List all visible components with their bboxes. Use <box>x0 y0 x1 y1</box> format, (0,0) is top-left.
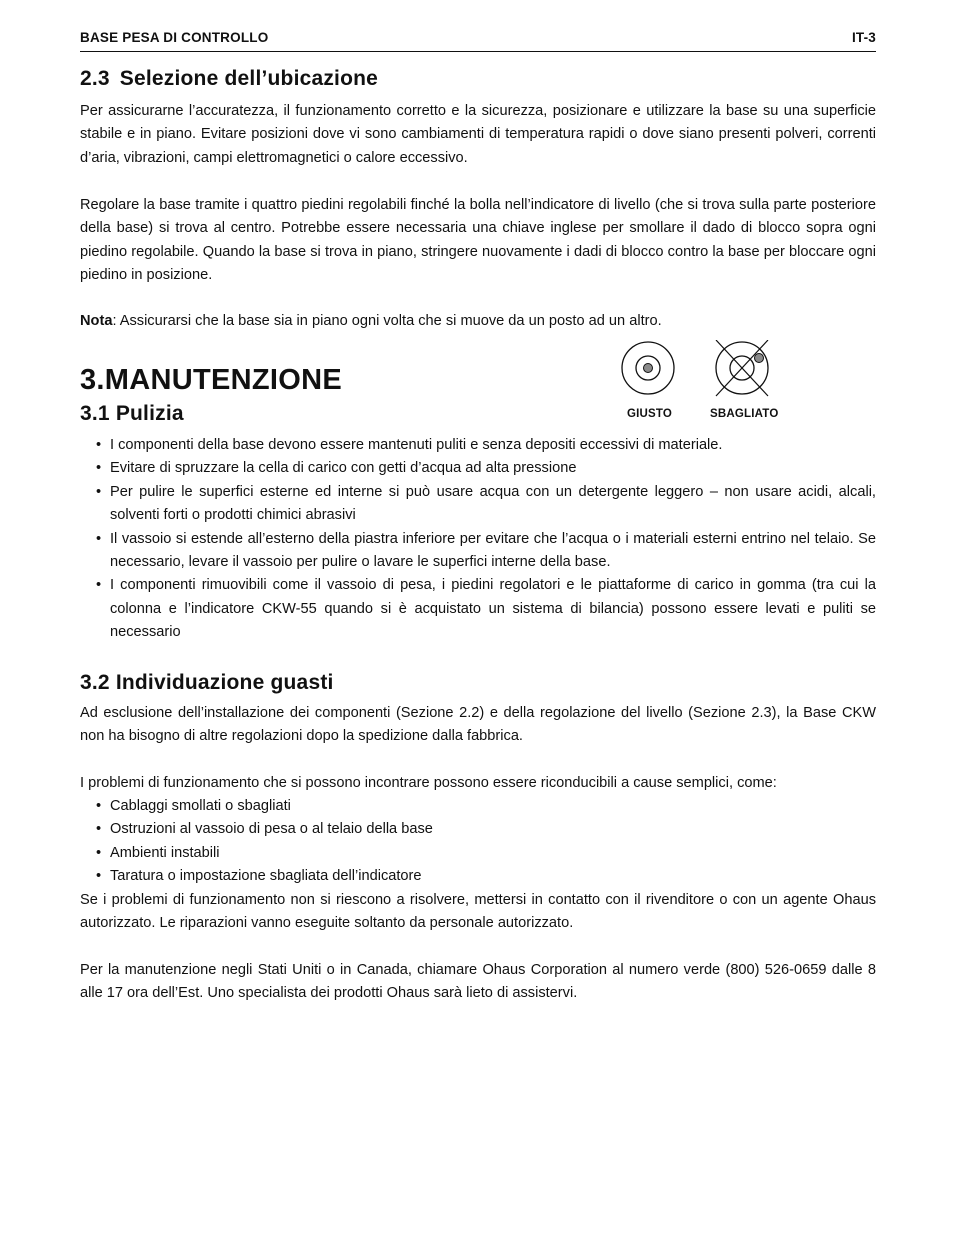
note-text: : Assicurarsi che la base sia in piano ogni volta che si muove da un posto ad un altro. <box>112 313 662 329</box>
level-indicator-graphics <box>610 340 810 406</box>
list-item: • Evitare di spruzzare la cella di carico con getti d’acqua ad alta pressione <box>96 457 876 480</box>
list-item: • Il vassoio si estende all’esterno della piastra inferiore per evitare che l’acqua o i materiali esterni entrino nel telaio. Se necessario, levare il vassoio per pulire o lavare le superfici interne della base. <box>96 528 876 575</box>
correct-label: GIUSTO <box>627 408 673 420</box>
running-header <box>80 29 876 52</box>
chapter-3-heading: 3.MANUTENZIONE <box>80 364 342 396</box>
section-2-3-heading <box>80 67 378 91</box>
level-indicator-figure <box>610 340 810 430</box>
section-2-3-paragraph-2: Regolare la base tramite i quattro piedini regolabili finché la bolla nell’indicatore di livello (che si trova sulla parte posteriore della base) si trova al centro. Potrebbe essere necessaria una chiave inglese per smollare il dado di blocco sopra ogni piedino regolabile. Quando la base si trova in piano, stringere nuovamente i dadi di blocco contro la base per bloccare ogni piedino in posizione. <box>80 197 876 284</box>
section-3-2-paragraph-4: Per la manutenzione negli Stati Uniti o in Canada, chiamare Ohaus Corporation al numero verde (800) 526-0659 dalle 8 alle 17 ora dell’Est. Uno specialista dei prodotti Ohaus sarà lieto di assistervi. <box>80 962 876 1002</box>
section-3-2-paragraph-2: I problemi di funzionamento che si possono incontrare possono essere riconducibili a cause semplici, come: <box>80 775 777 791</box>
section-3-1-list <box>96 434 876 645</box>
section-3-1-heading: 3.1 Pulizia <box>80 402 184 425</box>
list-item: • I componenti rimuovibili come il vassoio di pesa, i piedini regolatori e le piattaforme di carico in gomma (tra cui la colonna e l’indicatore CKW-55 quando si è acquistato un sistema di bilancia) possono essere levati e puliti se necessario <box>96 574 876 644</box>
page-number: IT-3 <box>851 30 876 45</box>
section-2-3-note <box>80 310 876 333</box>
list-item: • Taratura o impostazione sbagliata dell’indicatore <box>96 865 876 888</box>
section-2-3-number: 2.3 <box>80 67 110 90</box>
section-2-3-title: Selezione dell’ubicazione <box>119 67 379 90</box>
list-item: • Ambienti instabili <box>96 842 876 865</box>
list-item: • Cablaggi smollati o sbagliati <box>96 795 876 818</box>
note-label: Nota <box>80 313 113 329</box>
section-3-2-list <box>96 795 876 889</box>
list-item: • Per pulire le superfici esterne ed interne si può usare acqua con un detergente leggero – non usare acidi, alcali, solventi forti o prodotti chimici abrasivi <box>96 481 876 528</box>
section-3-2-heading: 3.2 Individuazione guasti <box>80 671 334 694</box>
section-2-3-paragraph-1: Per assicurarne l’accuratezza, il funzionamento corretto e la sicurezza, posizionare e utilizzare la base su una superficie stabile e in piano. Evitare posizioni dove vi sono cambiamenti di temperatura rapidi o dove siano presenti polveri, correnti d’aria, vibrazioni, campi elettromagnetici o calore eccessivo. <box>80 103 876 166</box>
section-3-2-paragraph-1: Ad esclusione dell’installazione dei componenti (Sezione 2.2) e della regolazione del livello (Sezione 2.3), la Base CKW non ha bisogno di altre regolazioni dopo la spedizione dalla fabbrica. <box>80 705 876 745</box>
list-item: • Ostruzioni al vassoio di pesa o al telaio della base <box>96 818 876 841</box>
level-correct-icon <box>622 342 674 394</box>
list-item: • I componenti della base devono essere mantenuti puliti e senza depositi eccessivi di materiale. <box>96 434 876 457</box>
section-3-2-paragraph-3: Se i problemi di funzionamento non si riescono a risolvere, mettersi in contatto con il rivenditore o con un agente Ohaus autorizzato. Le riparazioni vanno eseguite soltanto da personale autorizzato. <box>80 892 876 932</box>
header-title: BASE PESA DI CONTROLLO <box>80 30 269 45</box>
level-wrong-icon <box>716 340 768 396</box>
wrong-label: SBAGLIATO <box>710 408 779 420</box>
